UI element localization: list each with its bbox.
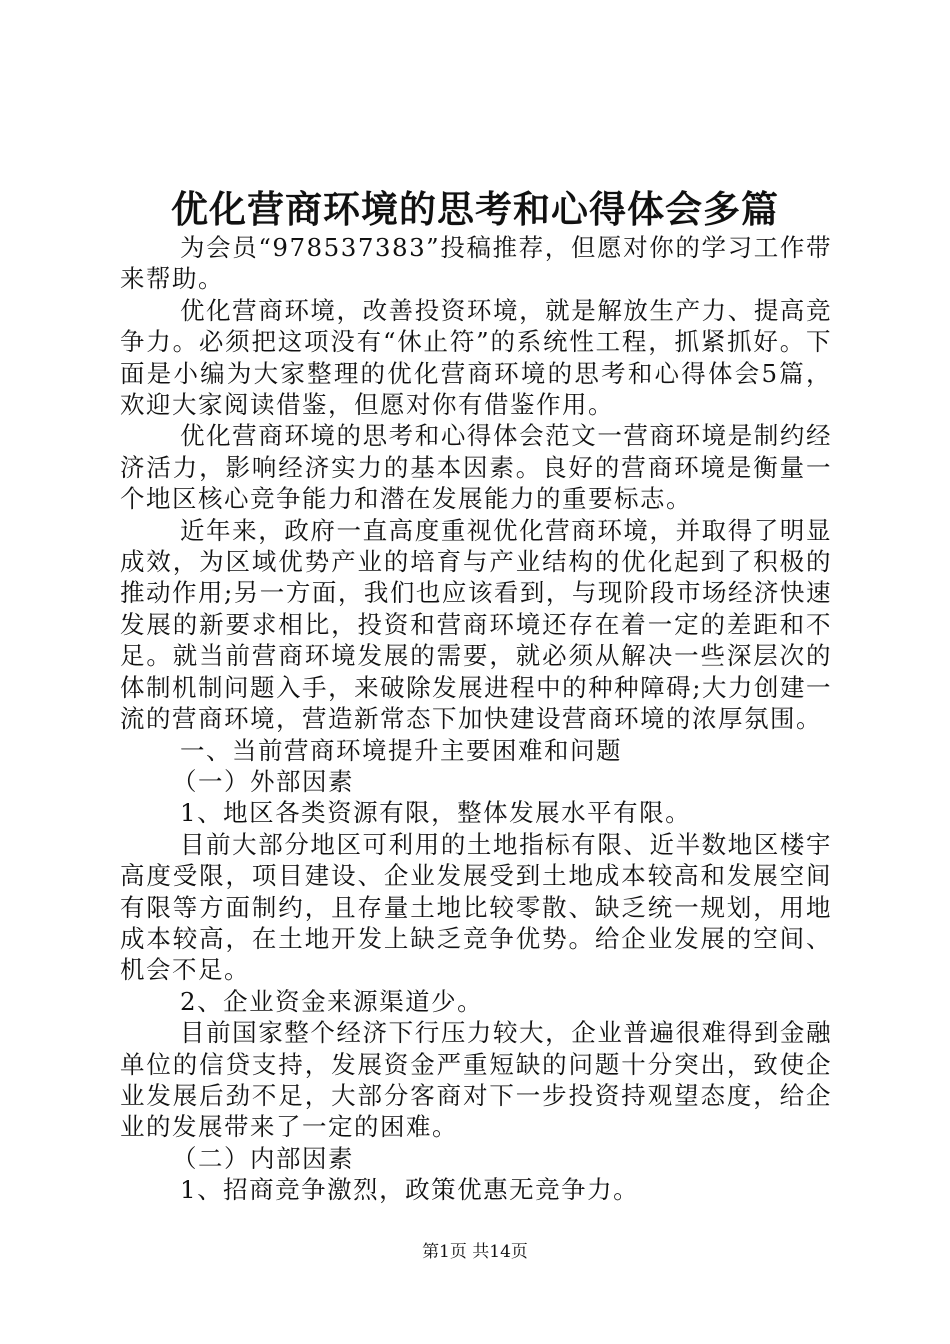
heading-item-funding: 2、企业资金来源渠道少。 bbox=[180, 986, 484, 1016]
paragraph-recent-years: 近年来，政府一直高度重视优化营商环境，并取得了明显成效，为区域优势产业的培育与产业结构的优化起到了积极的推动作用;另一方面，我们也应该看到，与现阶段市场经济快速发展的新要求相比，投资和营商环境还存在着一定的差距和不足。就当前营商环境发展的需要，就必须从解决一些深层次的体制机制问题入手，来破除发展进程中的种种障碍;大力创建一流的营商环境，营造新常态下加快建设营商环境的浓厚氛围。 bbox=[120, 515, 832, 734]
heading-section-one: 一、当前营商环境提升主要困难和问题 bbox=[180, 735, 622, 765]
paragraph-intro: 为会员“978537383”投稿推荐，但愿对你的学习工作带来帮助。 bbox=[120, 233, 832, 294]
document-title: 优化营商环境的思考和心得体会多篇 bbox=[171, 187, 779, 231]
paragraph-essay-one: 优化营商环境的思考和心得体会范文一营商环境是制约经济活力，影响经济实力的基本因素。良好的营商环境是衡量一个地区核心竞争能力和潜在发展能力的重要标志。 bbox=[120, 421, 832, 514]
heading-item-competition: 1、招商竞争激烈，政策优惠无竞争力。 bbox=[180, 1175, 640, 1205]
paragraph-resources: 目前大部分地区可利用的土地指标有限、近半数地区楼宇高度受限，项目建设、企业发展受到土地成本较高和发展空间有限等方面制约，且存量土地比较零散、缺乏统一规划，用地成本较高，在土地开发上缺乏竞争优势。给企业发展的空间、机会不足。 bbox=[120, 829, 832, 985]
page-footer: 第1页 共14页 bbox=[422, 1242, 528, 1262]
paragraph-summary: 优化营商环境，改善投资环境，就是解放生产力、提高竞争力。必须把这项没有“休止符”的系统性工程，抓紧抓好。下面是小编为大家整理的优化营商环境的思考和心得体会5篇，欢迎大家阅读借鉴，但愿对你有借鉴作用。 bbox=[120, 295, 832, 420]
heading-internal-factors: （二）内部因素 bbox=[172, 1143, 354, 1173]
paragraph-funding: 目前国家整个经济下行压力较大，企业普遍很难得到金融单位的信贷支持，发展资金严重短缺的问题十分突出，致使企业发展后劲不足，大部分客商对下一步投资持观望态度，给企业的发展带来了一定的困难。 bbox=[120, 1018, 832, 1142]
heading-item-resources: 1、地区各类资源有限，整体发展水平有限。 bbox=[180, 798, 692, 828]
heading-external-factors: （一）外部因素 bbox=[172, 766, 354, 796]
document-body bbox=[120, 232, 832, 1206]
